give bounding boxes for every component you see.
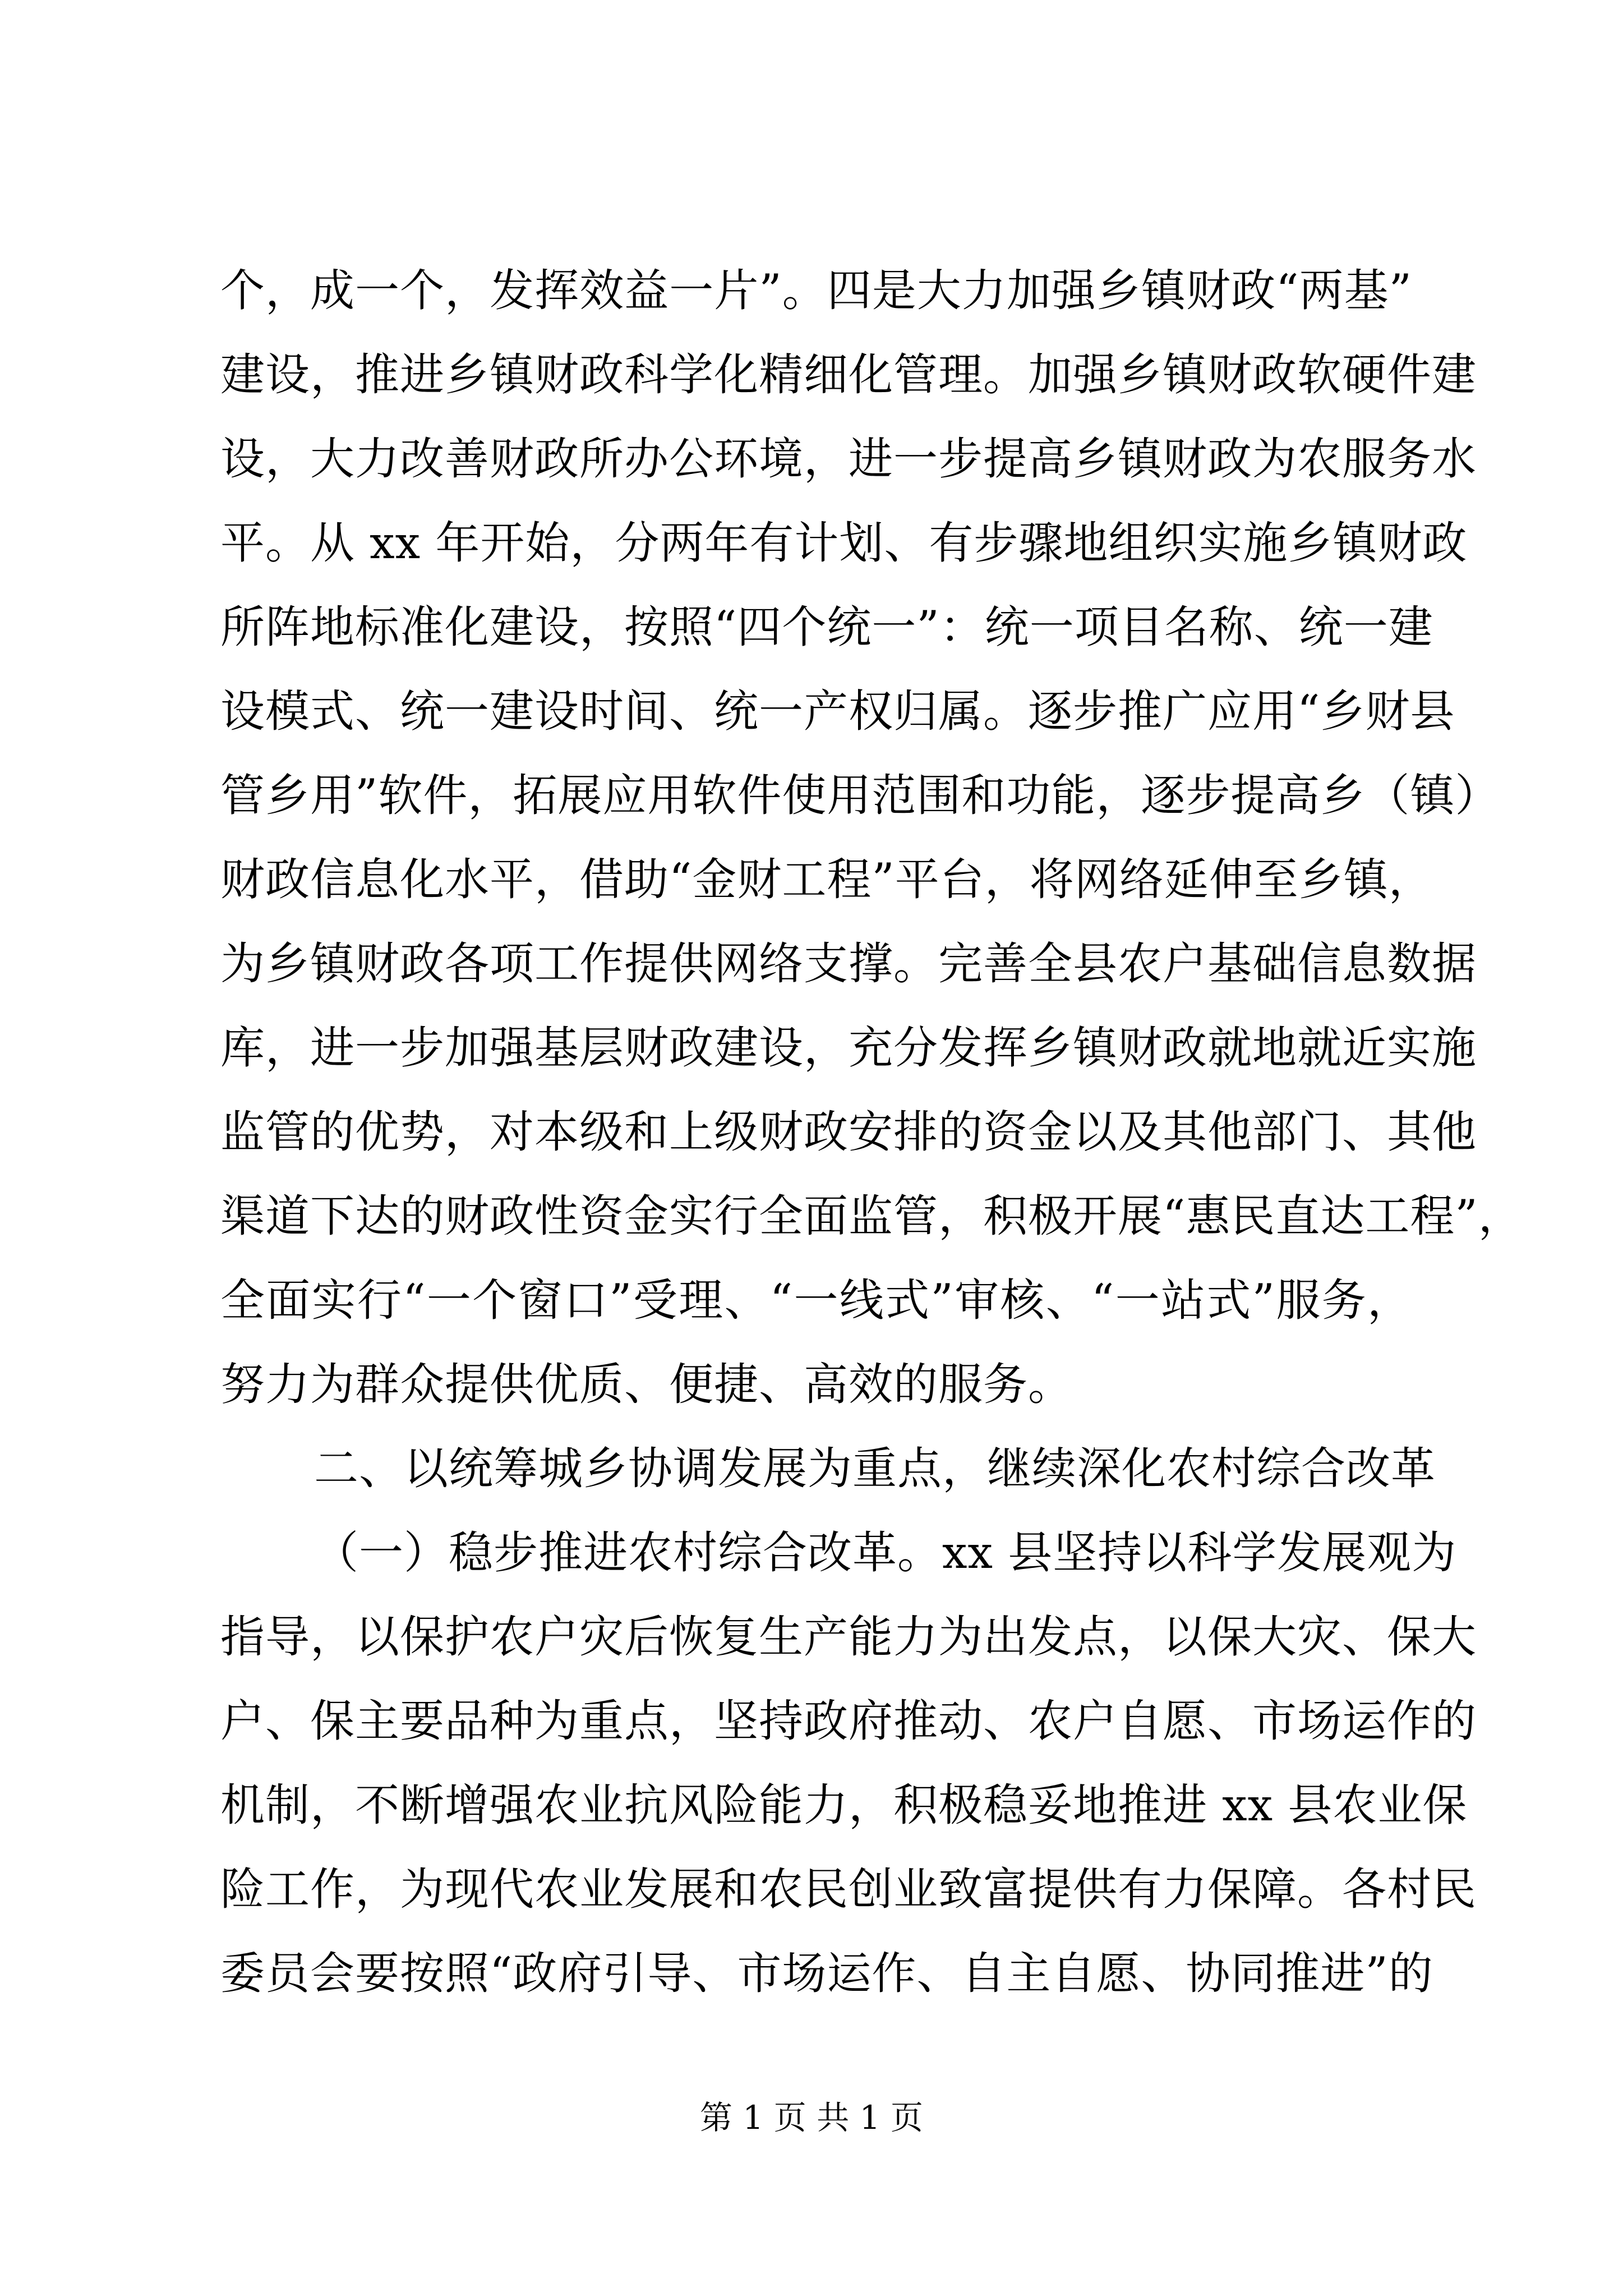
body-text-line: 全面实行“一个窗口”受理、“一线式”审核、“一站式”服务，: [220, 1274, 1412, 1326]
body-text-line: 管乡用”软件，拓展应用软件使用范围和功能，逐步提高乡（镇）: [220, 770, 1500, 821]
body-text-line: 设模式、统一建设时间、统一产权归属。逐步推广应用“乡财县: [220, 685, 1455, 737]
body-text-line: 设，大力改善财政所办公环境，进一步提高乡镇财政为农服务水: [220, 433, 1477, 485]
section-heading: 二、以统筹城乡协调发展为重点，继续深化农村综合改革: [314, 1443, 1436, 1494]
body-text-line: 所阵地标准化建设，按照“四个统一”：统一项目名称、统一建: [220, 601, 1433, 653]
body-text-line: 监管的优势，对本级和上级财政安排的资金以及其他部门、其他: [220, 1106, 1477, 1158]
body-text-line: 建设，推进乡镇财政科学化精细化管理。加强乡镇财政软硬件建: [220, 349, 1477, 401]
body-text-line: 努力为群众提供优质、便捷、高效的服务。: [220, 1359, 1073, 1410]
body-text-line: 库，进一步加强基层财政建设，充分发挥乡镇财政就地就近实施: [220, 1022, 1477, 1074]
body-text-line: 指导，以保护农户灾后恢复生产能力为出发点，以保大灾、保大: [220, 1611, 1477, 1663]
body-text-line: 平。从 xx 年开始，分两年有计划、有步骤地组织实施乡镇财政: [220, 517, 1468, 569]
body-text-line: 个，成一个，发挥效益一片”。四是大力加强乡镇财政“两基”: [220, 265, 1412, 316]
page-footer: 第 1 页 共 1 页: [700, 2099, 923, 2137]
body-text-line: 险工作，为现代农业发展和农民创业致富提供有力保障。各村民: [220, 1864, 1477, 1915]
body-text-line: 渠道下达的财政性资金实行全面监管，积极开展“惠民直达工程”，: [220, 1190, 1523, 1242]
body-text-line: 财政信息化水平，借助“金财工程”平台，将网络延伸至乡镇，: [220, 854, 1433, 905]
subsection-heading-line: （一）稳步推进农村综合改革。xx 县坚持以科学发展观为: [314, 1527, 1457, 1579]
body-text-line: 委员会要按照“政府引导、市场运作、自主自愿、协同推进”的: [220, 1948, 1433, 1999]
body-text-line: 户、保主要品种为重点，坚持政府推动、农户自愿、市场运作的: [220, 1695, 1477, 1747]
body-text-line: 机制，不断增强农业抗风险能力，积极稳妥地推进 xx 县农业保: [220, 1779, 1468, 1831]
body-text-line: 为乡镇财政各项工作提供网络支撑。完善全县农户基础信息数据: [220, 938, 1477, 990]
